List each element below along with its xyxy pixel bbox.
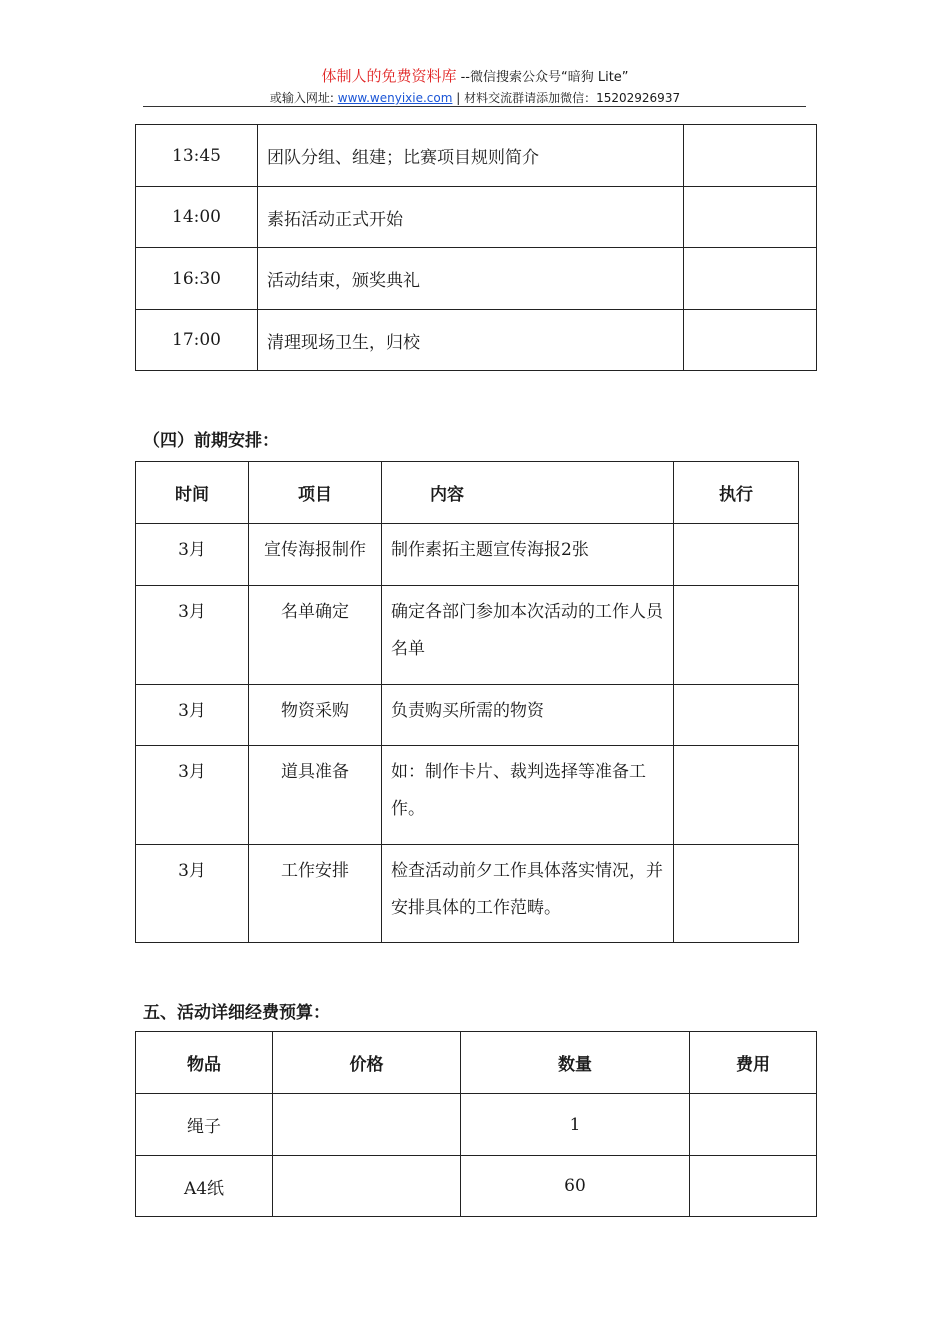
table-row [136, 248, 817, 310]
prep-project: 物资采购 [249, 685, 382, 746]
col-header-price: 价格 [273, 1032, 461, 1094]
prep-section-title: （四）前期安排： [143, 431, 279, 451]
prep-time: 3月 [136, 586, 249, 685]
table-row [136, 845, 799, 943]
col-header-cost: 费用 [690, 1032, 817, 1094]
col-header-qty: 数量 [461, 1032, 690, 1094]
col-header-project: 项目 [249, 462, 382, 524]
budget-price [273, 1156, 461, 1217]
table-row [136, 746, 799, 845]
schedule-item: 团队分组、组建；比赛项目规则简介 [258, 125, 684, 187]
budget-cost [690, 1094, 817, 1156]
header-contact: | 材料交流群请添加微信：15202926937 [456, 91, 681, 105]
schedule-time: 16:30 [136, 248, 258, 310]
prep-time: 3月 [136, 845, 249, 943]
table-row [136, 1094, 817, 1156]
budget-table [135, 1031, 817, 1217]
prep-exec [674, 685, 799, 746]
prep-table [135, 461, 799, 943]
table-row [136, 586, 799, 685]
table-row [136, 685, 799, 746]
prep-exec [674, 586, 799, 685]
prep-exec [674, 524, 799, 586]
table-row [136, 1156, 817, 1217]
budget-price [273, 1094, 461, 1156]
header-brand: 体制人的免费资料库 [321, 67, 457, 85]
schedule-table [135, 124, 817, 371]
schedule-note [684, 248, 817, 310]
prep-time: 3月 [136, 685, 249, 746]
table-row [136, 187, 817, 248]
budget-qty: 60 [461, 1156, 690, 1217]
table-header-row [136, 462, 799, 524]
prep-content: 检查活动前夕工作具体落实情况，并安排具体的工作范畴。 [382, 845, 674, 943]
schedule-item: 活动结束，颁奖典礼 [258, 248, 684, 310]
schedule-time: 13:45 [136, 125, 258, 187]
prep-content: 如：制作卡片、裁判选择等准备工作。 [382, 746, 674, 845]
table-row [136, 310, 817, 371]
budget-item: A4纸 [136, 1156, 273, 1217]
table-header-row [136, 1032, 817, 1094]
header-url-link[interactable]: www.wenyixie.com [337, 91, 453, 105]
prep-project: 宣传海报制作 [249, 524, 382, 586]
schedule-note [684, 187, 817, 248]
prep-project: 名单确定 [249, 586, 382, 685]
budget-qty: 1 [461, 1094, 690, 1156]
header-line-2 [0, 89, 950, 107]
prep-project: 道具准备 [249, 746, 382, 845]
budget-section-title: 五、活动详细经费预算： [143, 1003, 330, 1023]
prep-time: 3月 [136, 746, 249, 845]
schedule-note [684, 125, 817, 187]
prep-content: 制作素拓主题宣传海报2张 [382, 524, 674, 586]
table-row [136, 125, 817, 187]
prep-exec [674, 845, 799, 943]
schedule-time: 17:00 [136, 310, 258, 371]
prep-content: 确定各部门参加本次活动的工作人员名单 [382, 586, 674, 685]
col-header-exec: 执行 [674, 462, 799, 524]
prep-project: 工作安排 [249, 845, 382, 943]
schedule-item: 素拓活动正式开始 [258, 187, 684, 248]
prep-content: 负责购买所需的物资 [382, 685, 674, 746]
budget-cost [690, 1156, 817, 1217]
schedule-item: 清理现场卫生，归校 [258, 310, 684, 371]
header-tagline: --微信搜索公众号“暗狗 Lite” [460, 70, 629, 85]
document-header [0, 66, 950, 107]
col-header-content: 内容 [382, 462, 674, 524]
prep-time: 3月 [136, 524, 249, 586]
header-divider [143, 106, 806, 107]
col-header-item: 物品 [136, 1032, 273, 1094]
schedule-note [684, 310, 817, 371]
schedule-time: 14:00 [136, 187, 258, 248]
table-row [136, 524, 799, 586]
header-url-prefix: 或输入网址: [269, 91, 334, 105]
col-header-time: 时间 [136, 462, 249, 524]
header-line-1 [0, 66, 950, 88]
prep-exec [674, 746, 799, 845]
budget-item: 绳子 [136, 1094, 273, 1156]
